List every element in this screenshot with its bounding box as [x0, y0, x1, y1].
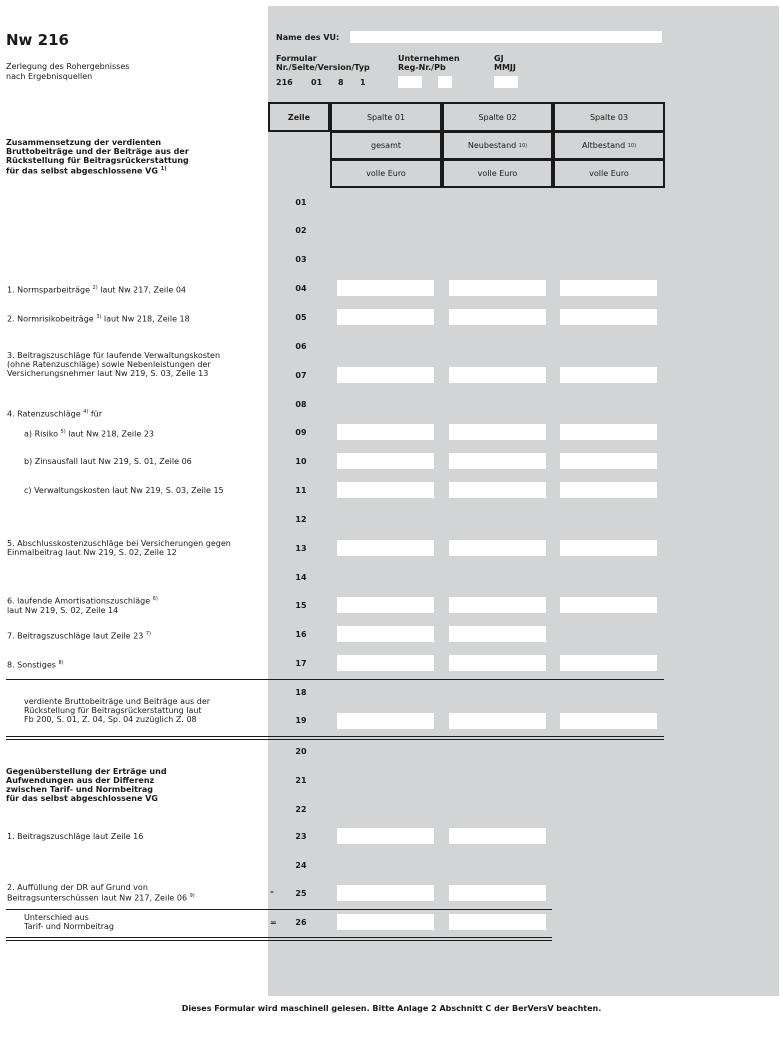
item-7-label: 7. Beitragszuschläge laut Zeile 23 $^{7)}$: [7, 631, 152, 641]
cell-05-02[interactable]: [449, 309, 546, 325]
row-number: 24: [295, 861, 307, 870]
formular-label: Formular Nr./Seite/Version/Typ: [276, 54, 370, 72]
row-number: 03: [295, 255, 307, 264]
form-title: Nw 216: [6, 31, 69, 49]
row-number: 17: [295, 659, 307, 668]
gesamt-header: gesamt: [330, 131, 442, 160]
name-input[interactable]: [350, 31, 662, 43]
zeile-header: Zeile: [268, 102, 330, 132]
unit-header-02: volle Euro: [442, 159, 553, 188]
double-divider: [6, 736, 664, 740]
row-number: 19: [295, 716, 307, 725]
item-3-label: 3. Beitragszuschläge für laufende Verwaltungskosten (ohne Ratenzuschläge) sowie Nebenleistungen der Versicherungsnehmer laut Nw 219, S. 03, Zeile 13: [7, 351, 221, 378]
cell-11-03[interactable]: [560, 482, 657, 498]
cell-23-02[interactable]: [449, 828, 546, 844]
section2-title: Gegenüberstellung der Erträge und Aufwendungen aus der Differenz zwischen Tarif- und Normbeitrag für das selbst abgeschlossene VG: [6, 767, 167, 803]
cell-09-02[interactable]: [449, 424, 546, 440]
row-number: 12: [295, 515, 307, 524]
minus-operator: –: [270, 887, 274, 896]
row-number: 02: [295, 226, 307, 235]
cell-10-03[interactable]: [560, 453, 657, 469]
cell-17-01[interactable]: [337, 655, 434, 671]
row-number: 09: [295, 428, 307, 437]
row-number: 18: [295, 688, 307, 697]
cell-15-03[interactable]: [560, 597, 657, 613]
reg-nr-input[interactable]: [398, 76, 422, 88]
cell-09-03[interactable]: [560, 424, 657, 440]
formular-typ: 1: [360, 78, 366, 87]
cell-16-01[interactable]: [337, 626, 434, 642]
row-number: 26: [295, 918, 307, 927]
spalte-01-header: Spalte 01: [330, 102, 442, 132]
name-label: Name des VU:: [276, 33, 340, 42]
cell-26-01[interactable]: [337, 914, 434, 930]
cell-23-01[interactable]: [337, 828, 434, 844]
cell-11-02[interactable]: [449, 482, 546, 498]
row-number: 13: [295, 544, 307, 553]
item-4c-label: c) Verwaltungskosten laut Nw 219, S. 03, Zeile 15: [24, 486, 224, 495]
item-4b-label: b) Zinsausfall laut Nw 219, S. 01, Zeile 06: [24, 457, 192, 466]
equals-operator: =: [270, 918, 277, 927]
row-number: 08: [295, 400, 307, 409]
cell-10-01[interactable]: [337, 453, 434, 469]
item-6-label: 6. laufende Amortisationszuschläge $^{6)}$ laut Nw 219, S. 02, Zeile 14: [7, 596, 158, 615]
gj-input[interactable]: [494, 76, 518, 88]
row-number: 11: [295, 486, 307, 495]
cell-19-02[interactable]: [449, 713, 546, 729]
cell-10-02[interactable]: [449, 453, 546, 469]
row-number: 05: [295, 313, 307, 322]
cell-17-03[interactable]: [560, 655, 657, 671]
cell-05-03[interactable]: [560, 309, 657, 325]
section2-item-1-label: 1. Beitragszuschläge laut Zeile 16: [7, 832, 144, 841]
cell-04-02[interactable]: [449, 280, 546, 296]
cell-07-02[interactable]: [449, 367, 546, 383]
row-number: 14: [295, 573, 307, 582]
row-number: 25: [295, 889, 307, 898]
item-1-label: 1. Normsparbeiträge $^{2)}$ laut Nw 217, Zeile 04: [7, 285, 187, 295]
cell-17-02[interactable]: [449, 655, 546, 671]
row-number: 20: [295, 747, 307, 756]
row-number: 23: [295, 832, 307, 841]
formular-seite: 01: [311, 78, 323, 87]
item-4a-label: a) Risiko $^{5)}$ laut Nw 218, Zeile 23: [24, 429, 155, 439]
row-number: 06: [295, 342, 307, 351]
row-number: 22: [295, 805, 307, 814]
cell-05-01[interactable]: [337, 309, 434, 325]
row-number: 15: [295, 601, 307, 610]
divider: [6, 909, 552, 910]
difference-label: Unterschied aus Tarif- und Normbeitrag: [24, 913, 114, 931]
row-number: 16: [295, 630, 307, 639]
pb-input[interactable]: [438, 76, 452, 88]
row-number: 07: [295, 371, 307, 380]
cell-13-02[interactable]: [449, 540, 546, 556]
item-4-label: 4. Ratenzuschläge $^{4)}$ für: [7, 409, 103, 419]
double-divider: [6, 937, 552, 941]
cell-26-02[interactable]: [449, 914, 546, 930]
cell-04-01[interactable]: [337, 280, 434, 296]
item-8-label: 8. Sonstiges $^{8)}$: [7, 660, 64, 670]
formular-version: 8: [338, 78, 344, 87]
divider: [6, 679, 664, 680]
cell-11-01[interactable]: [337, 482, 434, 498]
cell-13-01[interactable]: [337, 540, 434, 556]
item-5-label: 5. Abschlusskostenzuschläge bei Versicherungen gegen Einmalbeitrag laut Nw 219, S. 02, Zeile 12: [7, 539, 231, 557]
total-label: verdiente Bruttobeiträge und Beiträge aus der Rückstellung für Beitragsrückerstattung laut Fb 200, S. 01, Z. 04, Sp. 04 zuzüglich Z. 08: [24, 697, 211, 724]
cell-07-03[interactable]: [560, 367, 657, 383]
section2-item-2-label: 2. Auffüllung der DR auf Grund von Beitragsunterschüssen laut Nw 217, Zeile 06 $^{9)}$: [7, 883, 195, 903]
altbestand-header: Altbestand 10): [553, 131, 665, 160]
cell-25-01[interactable]: [337, 885, 434, 901]
cell-25-02[interactable]: [449, 885, 546, 901]
unternehmen-label: Unternehmen Reg-Nr./Pb: [398, 54, 460, 72]
section1-title: Zusammensetzung der verdienten Bruttobeiträge und der Beiträge aus der Rückstellung für Beitragsrückerstattung für das selbst abgeschlossene VG $^{1)}$: [6, 138, 189, 176]
row-number: 21: [295, 776, 307, 785]
cell-07-01[interactable]: [337, 367, 434, 383]
neubestand-header: Neubestand 10): [442, 131, 553, 160]
gj-label: GJ MMJJ: [494, 54, 516, 72]
item-2-label: 2. Normrisikobeiträge $^{3)}$ laut Nw 218, Zeile 18: [7, 314, 190, 324]
spalte-02-header: Spalte 02: [442, 102, 553, 132]
unit-header-01: volle Euro: [330, 159, 442, 188]
footer-note: Dieses Formular wird maschinell gelesen. Bitte Anlage 2 Abschnitt C der BerVersV beachten.: [181, 1004, 602, 1013]
cell-19-03[interactable]: [560, 713, 657, 729]
formular-nr: 216: [276, 78, 293, 87]
cell-15-02[interactable]: [449, 597, 546, 613]
row-number: 10: [295, 457, 307, 466]
unit-header-03: volle Euro: [553, 159, 665, 188]
cell-09-01[interactable]: [337, 424, 434, 440]
cell-19-01[interactable]: [337, 713, 434, 729]
spalte-03-header: Spalte 03: [553, 102, 665, 132]
row-number: 01: [295, 198, 307, 207]
cell-15-01[interactable]: [337, 597, 434, 613]
row-number: 04: [295, 284, 307, 293]
cell-04-03[interactable]: [560, 280, 657, 296]
cell-16-02[interactable]: [449, 626, 546, 642]
form-subtitle: Zerlegung des Rohergebnisses nach Ergebnisquellen: [6, 62, 130, 81]
cell-13-03[interactable]: [560, 540, 657, 556]
